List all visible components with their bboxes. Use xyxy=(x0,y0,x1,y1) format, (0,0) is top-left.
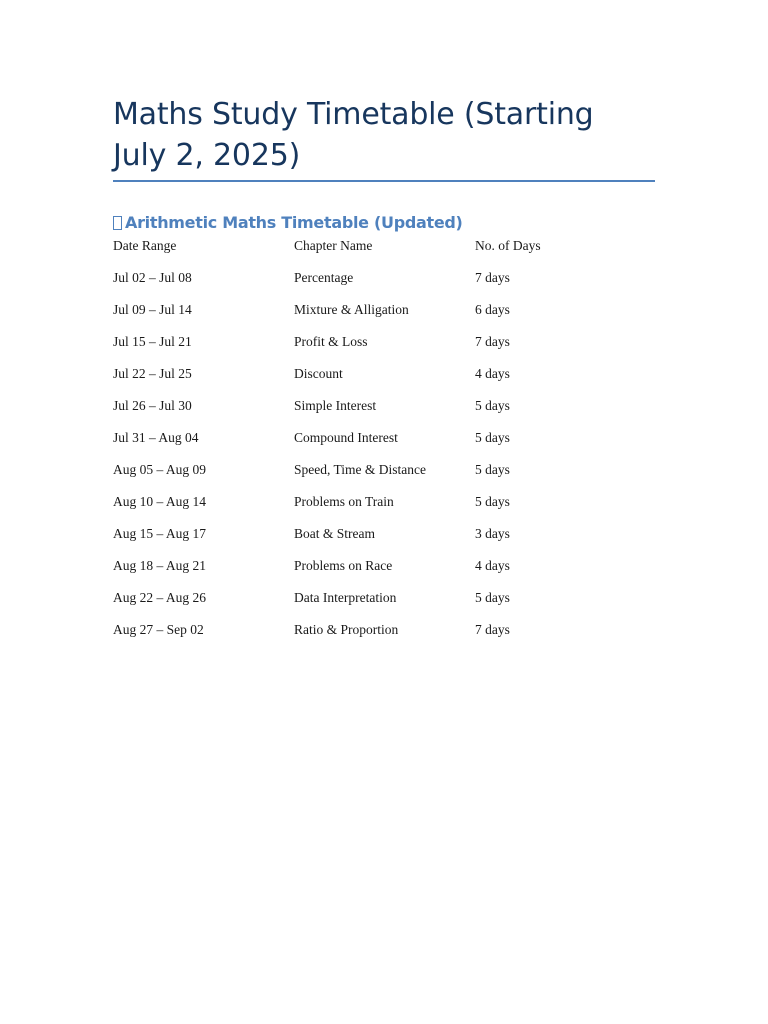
cell-date-range: Aug 18 – Aug 21 xyxy=(113,558,207,573)
cell-date-range: Aug 27 – Sep 02 xyxy=(113,622,204,637)
cell-date-range: Aug 10 – Aug 14 xyxy=(113,494,207,509)
cell-days: 4 days xyxy=(475,558,510,573)
cell-date-range: Jul 31 – Aug 04 xyxy=(113,430,199,445)
table-row xyxy=(113,301,655,333)
header-chapter-name: Chapter Name xyxy=(294,238,373,253)
cell-chapter-name: Profit & Loss xyxy=(294,334,368,349)
header-no-of-days: No. of Days xyxy=(475,238,541,253)
cell-days: 3 days xyxy=(475,526,510,541)
cell-chapter-name: Mixture & Alligation xyxy=(294,302,409,317)
section-heading-text: Arithmetic Maths Timetable (Updated) xyxy=(125,213,463,232)
cell-chapter-name: Percentage xyxy=(294,270,354,285)
cell-days: 5 days xyxy=(475,462,510,477)
table-row xyxy=(113,621,655,653)
timetable-table xyxy=(113,237,655,653)
table-row xyxy=(113,429,655,461)
section-heading xyxy=(113,213,463,232)
cell-chapter-name: Ratio & Proportion xyxy=(294,622,399,637)
cell-date-range: Jul 09 – Jul 14 xyxy=(113,302,192,317)
cell-date-range: Aug 15 – Aug 17 xyxy=(113,526,207,541)
table-header-row xyxy=(113,237,655,269)
cell-chapter-name: Discount xyxy=(294,366,343,381)
table-row xyxy=(113,493,655,525)
cell-chapter-name: Problems on Train xyxy=(294,494,394,509)
cell-days: 5 days xyxy=(475,494,510,509)
cell-days: 5 days xyxy=(475,398,510,413)
cell-date-range: Aug 05 – Aug 09 xyxy=(113,462,207,477)
table-row xyxy=(113,461,655,493)
table-row xyxy=(113,333,655,365)
cell-date-range: Jul 26 – Jul 30 xyxy=(113,398,192,413)
cell-chapter-name: Simple Interest xyxy=(294,398,377,413)
cell-chapter-name: Speed, Time & Distance xyxy=(294,462,426,477)
cell-date-range: Aug 22 – Aug 26 xyxy=(113,590,207,605)
cell-date-range: Jul 02 – Jul 08 xyxy=(113,270,192,285)
table-row xyxy=(113,525,655,557)
table-row xyxy=(113,397,655,429)
table-row xyxy=(113,589,655,621)
cell-chapter-name: Boat & Stream xyxy=(294,526,375,541)
cell-days: 7 days xyxy=(475,622,510,637)
cell-chapter-name: Data Interpretation xyxy=(294,590,397,605)
table-row xyxy=(113,269,655,301)
header-date-range: Date Range xyxy=(113,238,177,253)
cell-chapter-name: Problems on Race xyxy=(294,558,393,573)
cell-days: 7 days xyxy=(475,334,510,349)
missing-glyph-box-icon xyxy=(113,216,122,230)
cell-days: 6 days xyxy=(475,302,510,317)
cell-date-range: Jul 15 – Jul 21 xyxy=(113,334,192,349)
table-row xyxy=(113,365,655,397)
cell-days: 7 days xyxy=(475,270,510,285)
cell-days: 4 days xyxy=(475,366,510,381)
cell-days: 5 days xyxy=(475,430,510,445)
cell-days: 5 days xyxy=(475,590,510,605)
cell-chapter-name: Compound Interest xyxy=(294,430,398,445)
title-divider xyxy=(113,180,655,182)
table-row xyxy=(113,557,655,589)
cell-date-range: Jul 22 – Jul 25 xyxy=(113,366,192,381)
document-title: Maths Study Timetable (Starting July 2, 2025) xyxy=(113,97,594,173)
